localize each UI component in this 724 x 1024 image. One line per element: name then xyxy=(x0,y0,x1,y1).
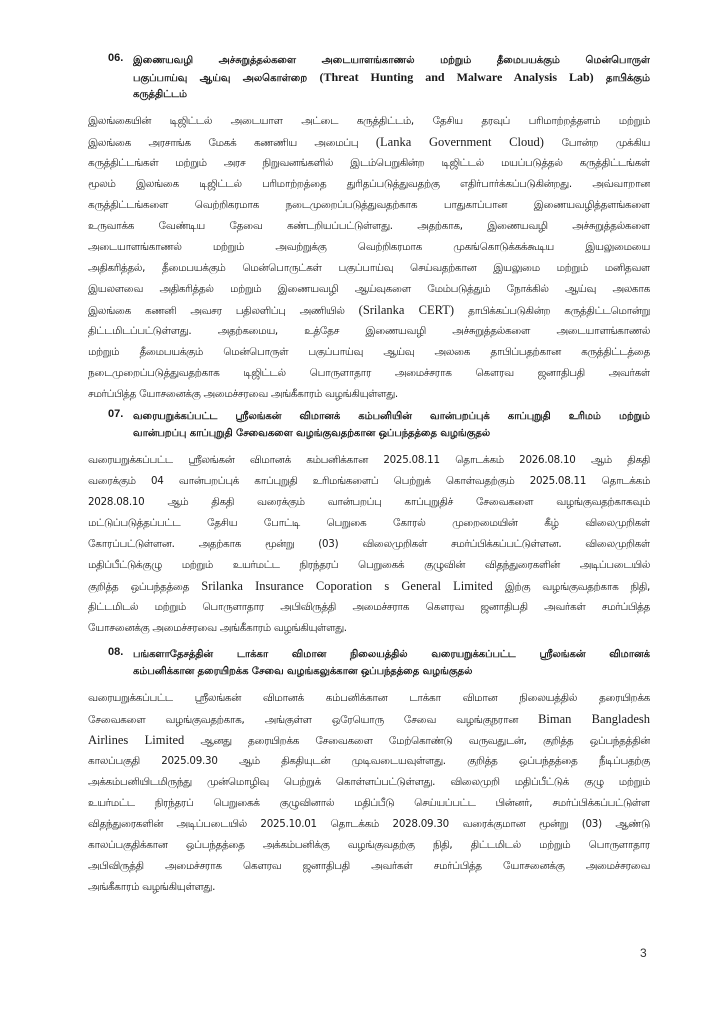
section-heading xyxy=(88,646,650,680)
tamil-text: மூலம் இலங்கை டிஜிட்டல் பரிமாற்றத்தை துரிதப்படுத்துவதற்கு எதிர்பார்க்கப்படுகின்றது. அவ்வாறான xyxy=(88,178,650,190)
tamil-text: கருத்திட்டங்கள் மற்றும் அரச நிறுவனங்களில் இடம்பெறுகின்ற டிஜிட்டல் மயப்படுத்தல் கருத்திட்டங்கள் xyxy=(88,157,650,169)
heading-line xyxy=(133,646,650,663)
tamil-text: பங்களாதேசத்தின் டாக்கா விமான நிலையத்தில் வரையறுக்கப்பட்ட ஸ்ரீலங்கன் விமானக் xyxy=(133,649,650,660)
tamil-text: வரையறுக்கப்பட்ட ஸ்ரீலங்கன் விமானக் கம்பனிக்கான 2025.08.11 தொடக்கம் 2026.08.10 ஆம் திகதி xyxy=(88,454,650,466)
body-line xyxy=(88,237,650,258)
tamil-text: இலங்கையின் டிஜிட்டல் அடையாள அட்டை கருத்திட்டம், தேசிய தரவுப் பரிமாற்றத்தளம் மற்றும் xyxy=(88,115,650,127)
section-body xyxy=(88,111,650,405)
latin-text: (Srilanka CERT) xyxy=(358,303,455,317)
heading-line xyxy=(133,425,650,442)
section-body xyxy=(88,688,650,898)
tamil-text: போன்ற முக்கிய xyxy=(561,137,650,149)
tamil-text: வரையறுக்கப்பட்ட ஸ்ரீலங்கன் விமானக் கம்பனிக்கான டாக்கா விமான நிலையத்தில் தரையிறக்க xyxy=(88,692,650,704)
heading-line xyxy=(133,408,650,425)
tamil-text: வரையறுக்கப்பட்ட ஸ்ரீலங்கன் விமானக் கம்பனியின் வான்பறப்புக் காப்புறுதி உரிமம் மற்றும் xyxy=(133,411,650,422)
body-line xyxy=(88,279,650,300)
tamil-text: யோசனைக்கு அமைச்சரவை அங்கீகாரம் வழங்கியுள்ளது. xyxy=(88,622,347,634)
body-line xyxy=(88,111,650,132)
body-line xyxy=(88,174,650,195)
body-line xyxy=(88,384,650,405)
body-line xyxy=(88,688,650,709)
tamil-text: விதந்துரைகளின் அடிப்படையில் 2025.10.01 தொடக்கம் 2028.09.30 வரைக்குமான மூன்று (03) ஆண்டு xyxy=(88,818,650,830)
body-line xyxy=(88,195,650,216)
tamil-text: நடைமுறைப்படுத்துவதற்காக டிஜிட்டல் பொருளாதார அமைச்சராக கௌரவ ஜனாதிபதி அவர்கள் xyxy=(88,367,650,379)
heading-line xyxy=(133,86,650,103)
tamil-text: உருவாக்க வேண்டிய தேவை கண்டறியப்பட்டுள்ளது. அதற்காக, இணையவழி அச்சுறுத்தல்களை xyxy=(88,220,650,232)
body-line xyxy=(88,751,650,772)
latin-text: Biman Bangladesh xyxy=(538,712,650,726)
tamil-text: இணையவழி அச்சுறுத்தல்களை அடையாளங்காணல் மற்றும் தீமைபயக்கும் மென்பொருள் xyxy=(133,55,650,66)
tamil-text: வரைக்கும் 04 வான்பறப்புக் காப்புறுதி உரிமங்களைப் பெற்றுக் கொள்வதற்கும் 2025.08.11 தொடக்கம் xyxy=(88,475,650,487)
body-line xyxy=(88,132,650,153)
heading-line xyxy=(133,52,650,69)
tamil-text: மற்றும் தீமைபயக்கும் மென்பொருள் பகுப்பாய்வு ஆய்வு அலகை தாபிப்பதற்கான கருத்திட்டத்தை xyxy=(88,346,650,358)
tamil-text: அதிகரித்தல், தீமைபயக்கும் மென்பொருட்கள் பகுப்பாய்வு செய்வதற்கான இயலுமை மற்றும் மனிதவள xyxy=(88,262,650,274)
body-line xyxy=(88,877,650,898)
heading-line xyxy=(133,663,650,680)
body-line xyxy=(88,450,650,471)
body-line xyxy=(88,534,650,555)
section-heading xyxy=(88,408,650,442)
section-07 xyxy=(88,408,650,639)
body-line xyxy=(88,772,650,793)
tamil-text: அங்கீகாரம் வழங்கியுள்ளது. xyxy=(88,881,216,893)
body-line xyxy=(88,709,650,730)
tamil-text: மட்டுப்படுத்தப்பட்ட தேசிய போட்டி பெறுகை கோரல் முறைமையின் கீழ் விலைமுறிகள் xyxy=(88,517,650,529)
body-line xyxy=(88,835,650,856)
body-line xyxy=(88,576,650,597)
tamil-text: காலப்பகுதிக்கான ஒப்பந்தத்தை அக்கம்பனிக்கு வழங்குவதற்கு நிதி, திட்டமிடல் மற்றும் பொருளாதார xyxy=(88,839,650,851)
tamil-text: சேவைகளை வழங்குவதற்காக, அங்குள்ள ஒரேயொரு சேவை வழங்குநரான xyxy=(88,714,518,726)
tamil-text: தாபிக்கப்படுகின்ற கருத்திட்டமொன்று xyxy=(468,305,650,317)
tamil-text: கருத்திட்டம் xyxy=(133,89,187,100)
section-06 xyxy=(88,52,650,405)
body-line xyxy=(88,153,650,174)
section-number: 07. xyxy=(108,408,124,420)
body-line xyxy=(88,513,650,534)
latin-text: Airlines Limited xyxy=(88,733,185,747)
body-line xyxy=(88,216,650,237)
tamil-text: கோரப்பட்டுள்ளன. அதற்காக மூன்று (03) விலைமுறிகள் சமர்ப்பிக்கப்பட்டுள்ளன. விலைமுறிகள் xyxy=(88,538,650,550)
body-line xyxy=(88,856,650,877)
latin-text: (Lanka Government Cloud) xyxy=(375,135,544,149)
body-line xyxy=(88,342,650,363)
tamil-text: சமர்ப்பித்த யோசனைக்கு அமைச்சரவை அங்கீகாரம் வழங்கியுள்ளது. xyxy=(88,388,398,400)
tamil-text: திட்டமிடல் மற்றும் பொருளாதார அபிவிருத்தி அமைச்சராக கௌரவ ஜனாதிபதி அவர்கள் சமர்ப்பித்த xyxy=(88,601,650,613)
body-line xyxy=(88,814,650,835)
tamil-text: இலங்கை அரசாங்க மேகக் கணணிய அமைப்பு xyxy=(88,137,359,149)
tamil-text: மதிப்பீட்டுக்குழு மற்றும் உயர்மட்ட நிரந்தரப் பெறுகைக் குழுவின் விதந்துரைகளின் அடிப்படையில் xyxy=(88,559,650,571)
tamil-text: இலங்கை கணனி அவசர பதிலளிப்பு அணியில் xyxy=(88,305,345,317)
body-line xyxy=(88,300,650,321)
tamil-text: வான்பறப்பு காப்புறுதி சேவைகளை வழங்குவதற்கான ஒப்பந்தத்தை வழங்குதல் xyxy=(133,428,491,439)
latin-text: (Threat Hunting and Malware Analysis Lab) xyxy=(319,70,594,84)
section-body xyxy=(88,450,650,639)
body-line xyxy=(88,471,650,492)
tamil-text: கம்பனிக்கான தரையிறக்க சேவை வழங்கலுக்கான ஒப்பந்தத்தை வழங்குதல் xyxy=(133,666,473,677)
tamil-text: அடையாளங்காணல் மற்றும் அவற்றுக்கு வெற்றிகரமாக முகங்கொடுக்கக்கூடிய இயலுமையை xyxy=(88,241,650,253)
tamil-text: அக்கம்பனியிடமிருந்து முன்மொழிவு பெற்றுக் கொள்ளப்பட்டுள்ளது. விலைமுறி மதிப்பீட்டுக் குழு மற்றும் xyxy=(88,776,650,788)
latin-text: Srilanka Insurance Coporation s General Limited xyxy=(201,579,493,593)
tamil-text: கருத்திட்டங்களை வெற்றிகரமாக நடைமுறைப்படுத்துவதற்காக பாதுகாப்பான இணையவழித்தளங்களை xyxy=(88,199,650,211)
body-line xyxy=(88,258,650,279)
tamil-text: திட்டமிடப்பட்டுள்ளது. அதற்கமைய, உத்தேச இணையவழி அச்சுறுத்தல்களை அடையாளங்காணல் xyxy=(88,325,650,337)
body-line xyxy=(88,321,650,342)
body-line xyxy=(88,555,650,576)
body-line xyxy=(88,618,650,639)
section-number: 08. xyxy=(108,646,124,658)
tamil-text: ஆனது தரையிறக்க சேவைகளை மேற்கொண்டு வருவதுடன், குறித்த ஒப்பந்தத்தின் xyxy=(200,735,650,747)
section-08 xyxy=(88,646,650,898)
body-line xyxy=(88,793,650,814)
body-line xyxy=(88,597,650,618)
tamil-text: இயலளவை அதிகரித்தல் மற்றும் இணையவழி ஆய்வுகளை மேம்படுத்தும் நோக்கில் ஆய்வு அலகாக xyxy=(88,283,650,295)
tamil-text: குறித்த ஒப்பந்தத்தை xyxy=(88,581,190,593)
tamil-text: காலப்பகுதி 2025.09.30 ஆம் திகதியுடன் முடிவடையவுள்ளது. குறித்த ஒப்பந்தத்தை நீடிப்பதற்கு xyxy=(88,755,650,767)
body-line xyxy=(88,492,650,513)
tamil-text: 2028.08.10 ஆம் திகதி வரைக்கும் வான்பறப்பு காப்புறுதிச் சேவைகளை வழங்குவதற்காகவும் xyxy=(88,496,650,508)
body-line xyxy=(88,730,650,751)
section-number: 06. xyxy=(108,52,124,64)
tamil-text: தாபிக்கும் xyxy=(606,73,650,84)
tamil-text: பகுப்பாய்வு ஆய்வு அலகொள்றை xyxy=(133,73,308,84)
tamil-text: உயர்மட்ட நிரந்தரப் பெறுகைக் குழுவினால் மதிப்பீடு செய்யப்பட்ட பின்னர், சமர்ப்பிக்கப்பட்டுள்ள xyxy=(88,797,650,809)
section-heading xyxy=(88,52,650,103)
tamil-text: இற்கு வழங்குவதற்காக நிதி, xyxy=(504,581,650,593)
heading-line xyxy=(133,69,650,86)
tamil-text: அபிவிருத்தி அமைச்சராக கௌரவ ஜனாதிபதி அவர்கள் சமர்ப்பித்த யோசனைக்கு அமைச்சரவை xyxy=(88,860,650,872)
body-line xyxy=(88,363,650,384)
page-number: 3 xyxy=(640,946,647,960)
